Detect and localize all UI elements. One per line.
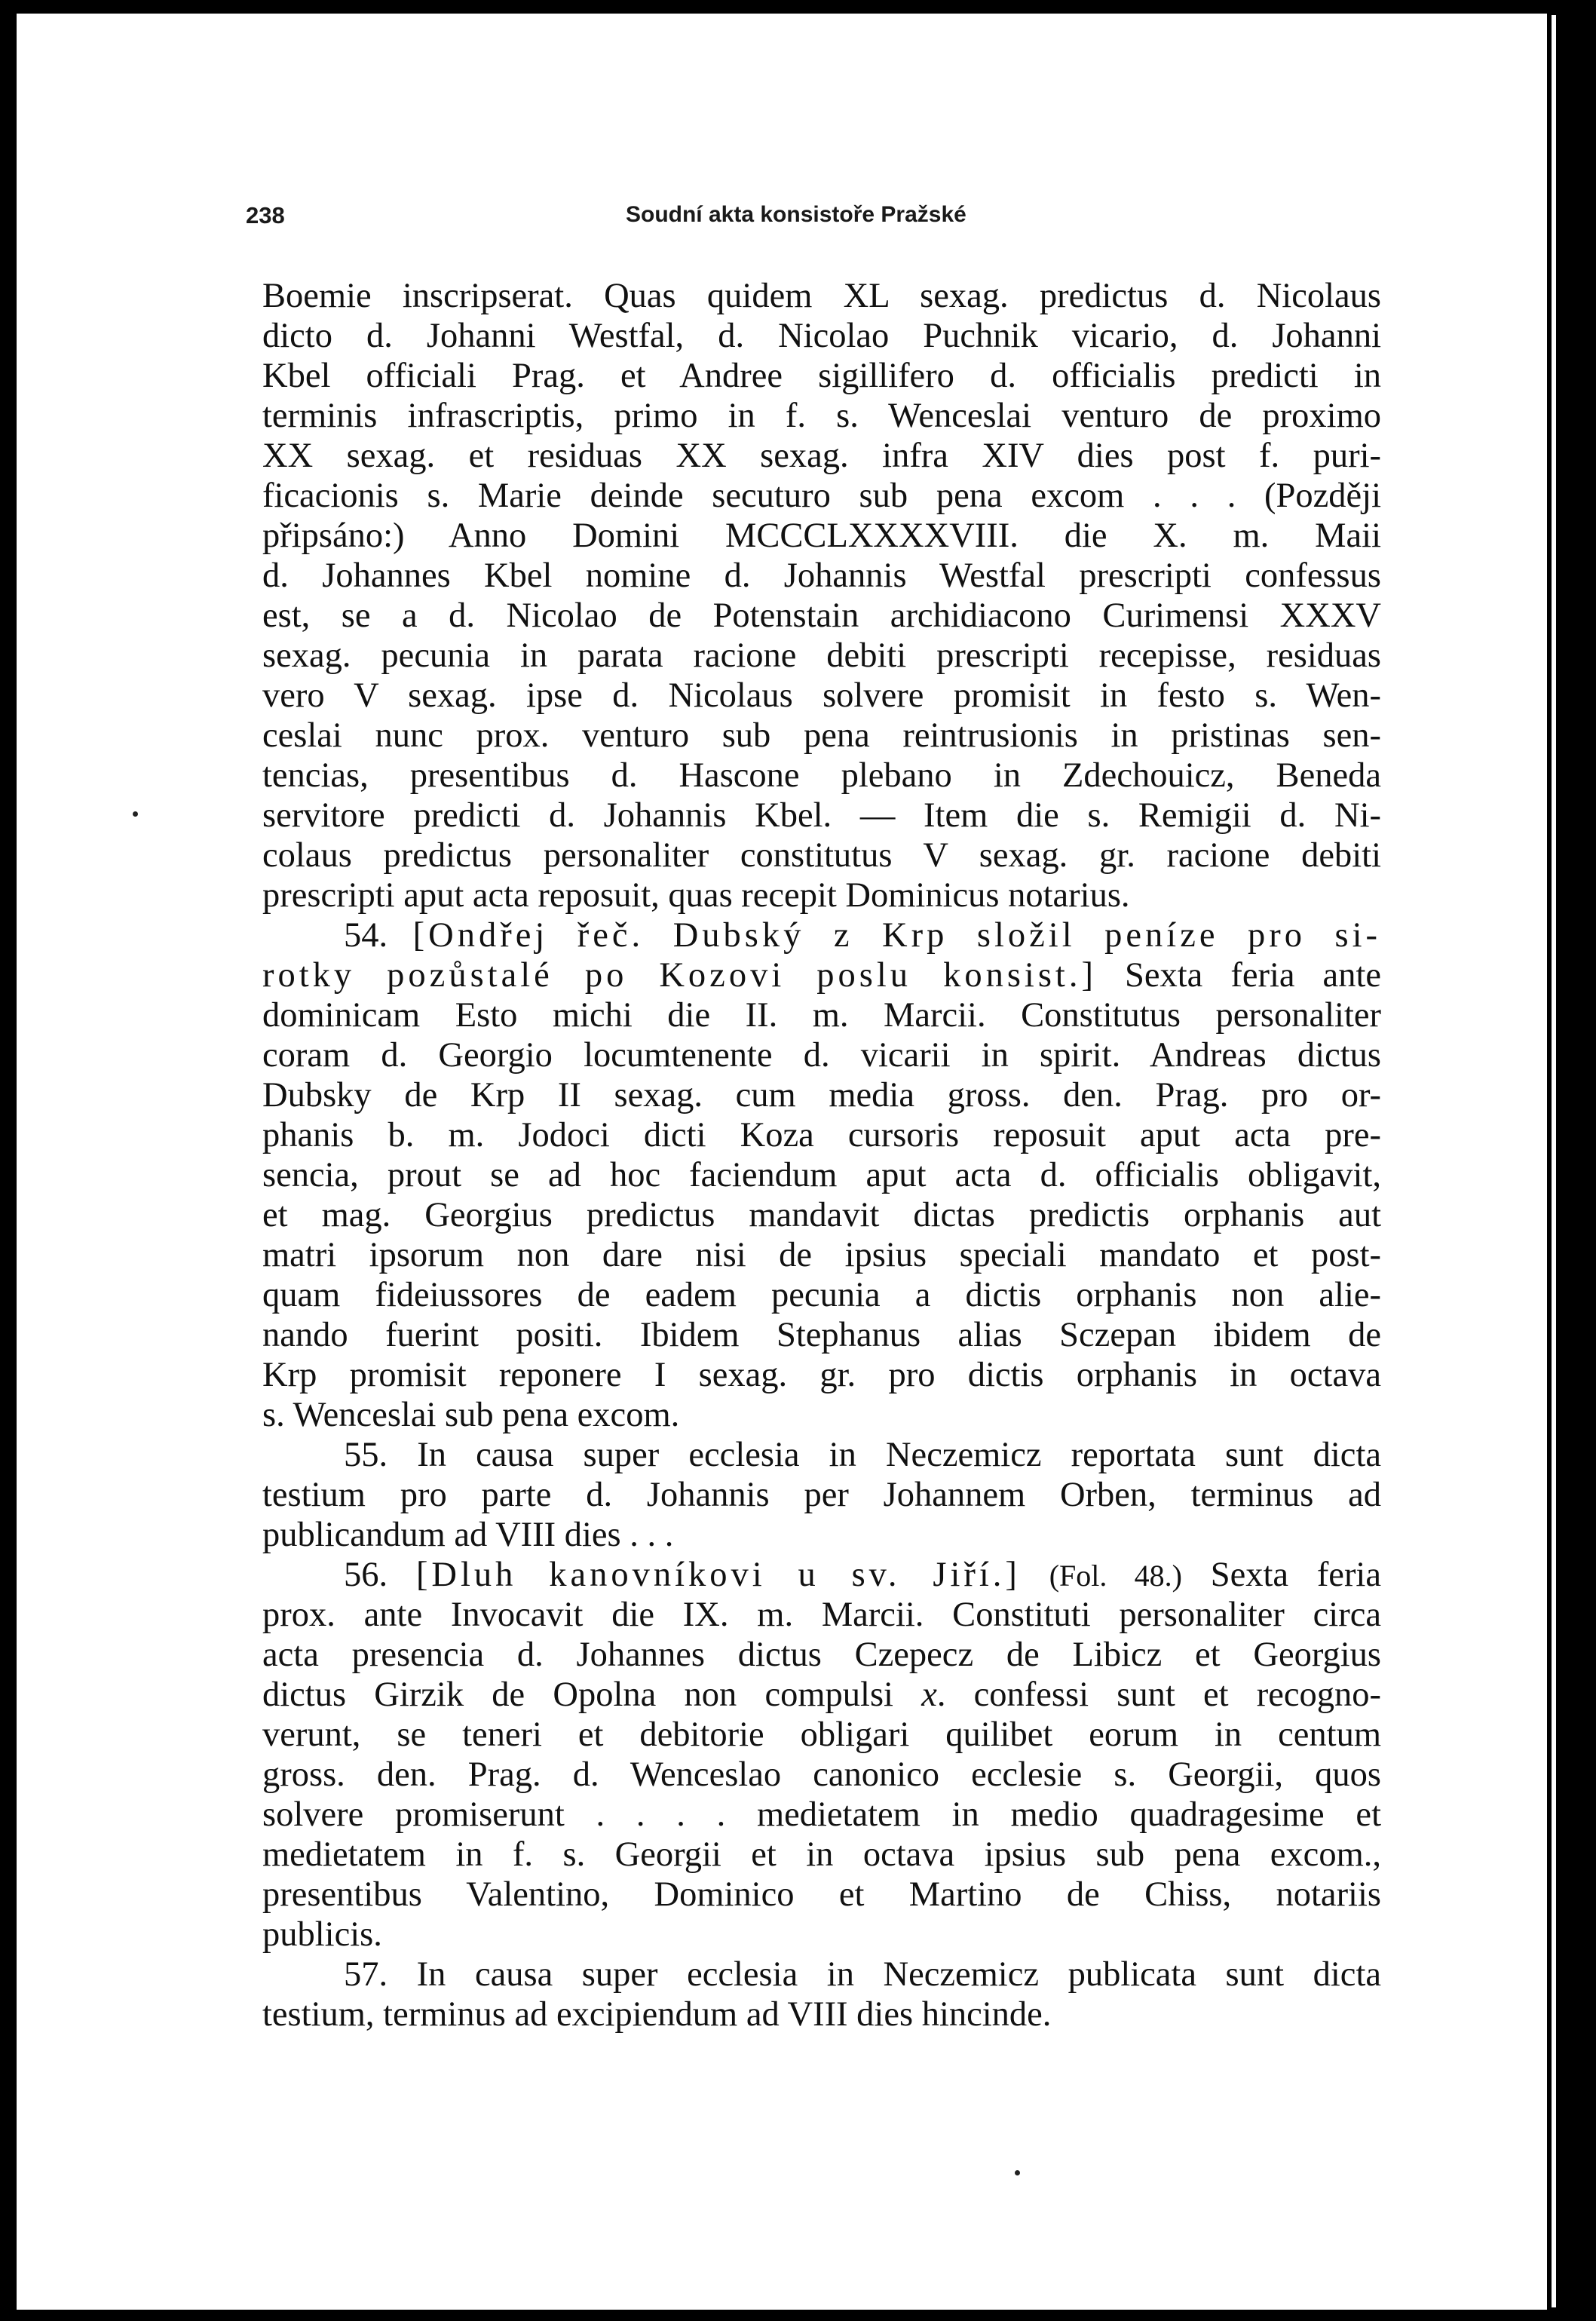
text-line: testium pro parte d. Johannis per Johannem Orben, terminus ad xyxy=(262,1476,1381,1514)
text-line: phanis b. m. Jodoci dicti Koza cursoris reposuit aput acta pre- xyxy=(262,1116,1381,1154)
text-line: ceslai nunc prox. venturo sub pena reintrusionis in pristinas sen- xyxy=(262,716,1381,755)
page-edge xyxy=(1552,15,1556,2307)
text-line: sexag. pecunia in parata racione debiti prescripti recepisse, residuas xyxy=(262,636,1381,675)
text-line: vero V sexag. ipse d. Nicolaus solvere promisit in festo s. Wen- xyxy=(262,676,1381,715)
text-line: sencia, prout se ad hoc faciendum aput acta d. officialis obligavit, xyxy=(262,1156,1381,1194)
text-line: tencias, presentibus d. Hascone plebano in Zdechouicz, Beneda xyxy=(262,756,1381,795)
text-line: d. Johannes Kbel nomine d. Johannis Westfal prescripti confessus xyxy=(262,556,1381,595)
paragraph-54-line-1 xyxy=(262,915,1381,955)
text-line: dicto d. Johanni Westfal, d. Nicolao Puchnik vicario, d. Johanni xyxy=(262,317,1381,355)
text-line: testium, terminus ad excipiendum ad VIII dies hincinde. xyxy=(262,1995,1052,2034)
text-line: Dubsky de Krp II sexag. cum media gross. den. Prag. pro or- xyxy=(262,1076,1381,1115)
text-line: Kbel officiali Prag. et Andree sigillifero d. officialis predicti in xyxy=(262,357,1381,395)
folio-reference: (Fol. 48.) xyxy=(1049,1559,1182,1593)
czech-summary: [Ondřej řeč. Dubský z Krp složil peníze pro si- xyxy=(412,916,1381,955)
text-line: prescripti aput acta reposuit, quas recepit Dominicus notarius. xyxy=(262,876,1130,915)
text-line: publicandum ad VIII dies . . . xyxy=(262,1516,674,1554)
paragraph-number: 56. xyxy=(344,1556,388,1594)
text-line: servitore predicti d. Johannis Kbel. — Item die s. Remigii d. Ni- xyxy=(262,796,1381,835)
text-segment: . confessi sunt et recogno- xyxy=(936,1676,1382,1714)
text-line: Krp promisit reponere I sexag. gr. pro dictis orphanis in octava xyxy=(262,1356,1381,1394)
text-line: XX sexag. et residuas XX sexag. infra XIV dies post f. puri- xyxy=(262,437,1381,475)
text-line: acta presencia d. Johannes dictus Czepecz de Libicz et Georgius xyxy=(262,1636,1381,1674)
text-line: připsáno:) Anno Domini MCCCLXXXXVIII. die X. m. Maii xyxy=(262,517,1381,555)
body-text xyxy=(262,276,1381,2034)
text-line-with-mark xyxy=(262,1675,1381,1715)
text-segment: Sexta feria xyxy=(1210,1556,1381,1594)
page-number: 238 xyxy=(246,202,285,228)
editorial-mark: x xyxy=(921,1676,937,1714)
paragraph-number: 54. xyxy=(344,916,388,955)
text-line: publicis. xyxy=(262,1915,382,1954)
czech-summary: [Dluh kanovníkovi u sv. Jiří.] xyxy=(415,1556,1021,1594)
text-segment: Sexta feria ante xyxy=(1125,956,1382,995)
text-line: colaus predictus personaliter constitutus V sexag. gr. racione debiti xyxy=(262,836,1381,875)
text-line: s. Wenceslai sub pena excom. xyxy=(262,1396,680,1434)
czech-summary: rotky pozůstalé po Kozovi poslu konsist.] xyxy=(262,956,1097,995)
text-line: coram d. Georgio locumtenente d. vicarii in spirit. Andreas dictus xyxy=(262,1036,1381,1075)
text-line: presentibus Valentino, Dominico et Martino de Chiss, notariis xyxy=(262,1875,1381,1914)
text-line: quam fideiussores de eadem pecunia a dictis orphanis non alie- xyxy=(262,1276,1381,1314)
text-line: verunt, se teneri et debitorie obligari quilibet eorum in centum xyxy=(262,1715,1381,1754)
text-line: ficacionis s. Marie deinde secuturo sub pena excom . . . (Později xyxy=(262,477,1381,515)
text-line: et mag. Georgius predictus mandavit dictas predictis orphanis aut xyxy=(262,1196,1381,1234)
text-line: terminis infrascriptis, primo in f. s. Wenceslai venturo de proximo xyxy=(262,397,1381,435)
text-line: gross. den. Prag. d. Wenceslao canonico ecclesie s. Georgii, quos xyxy=(262,1755,1381,1794)
text-line: est, se a d. Nicolao de Potenstain archidiacono Curimensi XXXV xyxy=(262,596,1381,635)
running-title: Soudní akta konsistoře Pražské xyxy=(626,202,966,227)
text-line: 57. In causa super ecclesia in Neczemicz publicata sunt dicta xyxy=(344,1955,1381,1994)
text-line: solvere promiserunt . . . . medietatem in medio quadragesime et xyxy=(262,1795,1381,1834)
text-line: matri ipsorum non dare nisi de ipsius speciali mandato et post- xyxy=(262,1236,1381,1274)
text-segment: dictus Girzik de Opolna non compulsi xyxy=(262,1676,893,1714)
paragraph-54-line-2 xyxy=(262,955,1381,995)
text-line: medietatem in f. s. Georgii et in octava ipsius sub pena excom., xyxy=(262,1835,1381,1874)
paragraph-56-line-1 xyxy=(262,1555,1381,1595)
text-line: 55. In causa super ecclesia in Neczemicz reportata sunt dicta xyxy=(344,1436,1381,1474)
page-header xyxy=(246,202,1384,240)
text-line: prox. ante Invocavit die IX. m. Marcii. Constituti personaliter circa xyxy=(262,1596,1381,1634)
text-line: nando fuerint positi. Ibidem Stephanus alias Sczepan ibidem de xyxy=(262,1316,1381,1354)
text-line: dominicam Esto michi die II. m. Marcii. Constitutus personaliter xyxy=(262,996,1381,1035)
margin-dot xyxy=(1015,2170,1020,2175)
text-line: Boemie inscripserat. Quas quidem XL sexag. predictus d. Nicolaus xyxy=(262,277,1381,315)
margin-dot xyxy=(133,811,138,817)
